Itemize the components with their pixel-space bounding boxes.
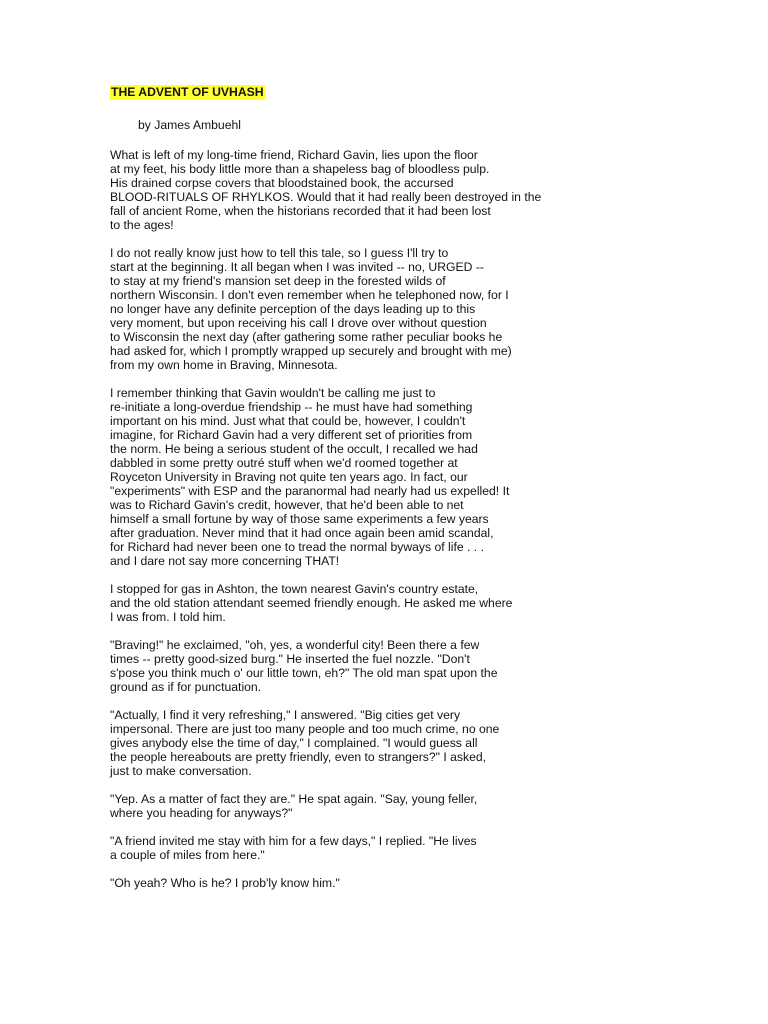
text-line: Royceton University in Braving not quite ten years ago. In fact, our — [110, 470, 468, 484]
paragraph — [110, 708, 760, 778]
text-line: "Actually, I find it very refreshing," I answered. "Big cities get very — [110, 708, 461, 722]
text-line: was to Richard Gavin's credit, however, that he'd been able to net — [110, 498, 464, 512]
text-line: "experiments" with ESP and the paranormal had nearly had us expelled! It — [110, 484, 510, 498]
text-line: at my feet, his body little more than a shapeless bag of bloodless pulp. — [110, 162, 490, 176]
text-line: imagine, for Richard Gavin had a very different set of priorities from — [110, 428, 473, 442]
text-line: "A friend invited me stay with him for a few days," I replied. "He lives — [110, 834, 477, 848]
text-line: northern Wisconsin. I don't even remember when he telephoned now, for I — [110, 288, 509, 302]
paragraph — [110, 792, 760, 820]
text-line: "Braving!" he exclaimed, "oh, yes, a wonderful city! Been there a few — [110, 638, 480, 652]
paragraph — [110, 386, 760, 568]
text-line: "Oh yeah? Who is he? I prob'ly know him." — [110, 876, 340, 890]
text-line: What is left of my long-time friend, Richard Gavin, lies upon the floor — [110, 148, 478, 162]
text-line: to stay at my friend's mansion set deep in the forested wilds of — [110, 274, 446, 288]
paragraph — [110, 246, 760, 372]
text-line: times -- pretty good-sized burg." He inserted the fuel nozzle. "Don't — [110, 652, 470, 666]
text-line: I was from. I told him. — [110, 610, 226, 624]
text-line: I do not really know just how to tell this tale, so I guess I'll try to — [110, 246, 449, 260]
text-line: where you heading for anyways?" — [110, 806, 293, 820]
text-line: BLOOD-RITUALS OF RHYLKOS. Would that it had really been destroyed in the — [110, 190, 542, 204]
text-line: start at the beginning. It all began when I was invited -- no, URGED -- — [110, 260, 484, 274]
text-line: no longer have any definite perception of the days leading up to this — [110, 302, 476, 316]
text-line: just to make conversation. — [110, 764, 252, 778]
text-line: himself a small fortune by way of those same experiments a few years — [110, 512, 489, 526]
text-line: important on his mind. Just what that could be, however, I couldn't — [110, 414, 466, 428]
paragraph — [110, 638, 760, 694]
text-line: very moment, but upon receiving his call I drove over without question — [110, 316, 487, 330]
document-body — [110, 148, 760, 904]
text-line: had asked for, which I promptly wrapped up securely and brought with me) — [110, 344, 512, 358]
text-line: impersonal. There are just too many people and too much crime, no one — [110, 722, 500, 736]
paragraph — [110, 876, 760, 890]
text-line: I remember thinking that Gavin wouldn't be calling me just to — [110, 386, 436, 400]
text-line: and the old station attendant seemed friendly enough. He asked me where — [110, 596, 513, 610]
text-line: to the ages! — [110, 218, 174, 232]
text-line: fall of ancient Rome, when the historians recorded that it had been lost — [110, 204, 491, 218]
text-line: to Wisconsin the next day (after gathering some rather peculiar books he — [110, 330, 503, 344]
text-line: ground as if for punctuation. — [110, 680, 262, 694]
document-byline: by James Ambuehl — [138, 118, 241, 132]
text-line: and I dare not say more concerning THAT! — [110, 554, 340, 568]
text-line: dabbled in some pretty outré stuff when we'd roomed together at — [110, 456, 458, 470]
text-line: for Richard had never been one to tread the normal byways of life . . . — [110, 540, 484, 554]
paragraph — [110, 582, 760, 624]
text-line: I stopped for gas in Ashton, the town nearest Gavin's country estate, — [110, 582, 479, 596]
text-line: a couple of miles from here." — [110, 848, 265, 862]
paragraph — [110, 834, 760, 862]
text-line: after graduation. Never mind that it had once again been amid scandal, — [110, 526, 494, 540]
text-line: the norm. He being a serious student of the occult, I recalled we had — [110, 442, 478, 456]
text-line: s'pose you think much o' our little town, eh?" The old man spat upon the — [110, 666, 498, 680]
paragraph — [110, 148, 760, 232]
text-line: the people hereabouts are pretty friendly, even to strangers?" I asked, — [110, 750, 487, 764]
text-line: gives anybody else the time of day," I complained. "I would guess all — [110, 736, 478, 750]
text-line: from my own home in Braving, Minnesota. — [110, 358, 338, 372]
text-line: "Yep. As a matter of fact they are." He spat again. "Say, young feller, — [110, 792, 478, 806]
document-title: THE ADVENT OF UVHASH — [111, 85, 264, 99]
text-line: re-initiate a long-overdue friendship -- he must have had something — [110, 400, 473, 414]
text-line: His drained corpse covers that bloodstained book, the accursed — [110, 176, 454, 190]
